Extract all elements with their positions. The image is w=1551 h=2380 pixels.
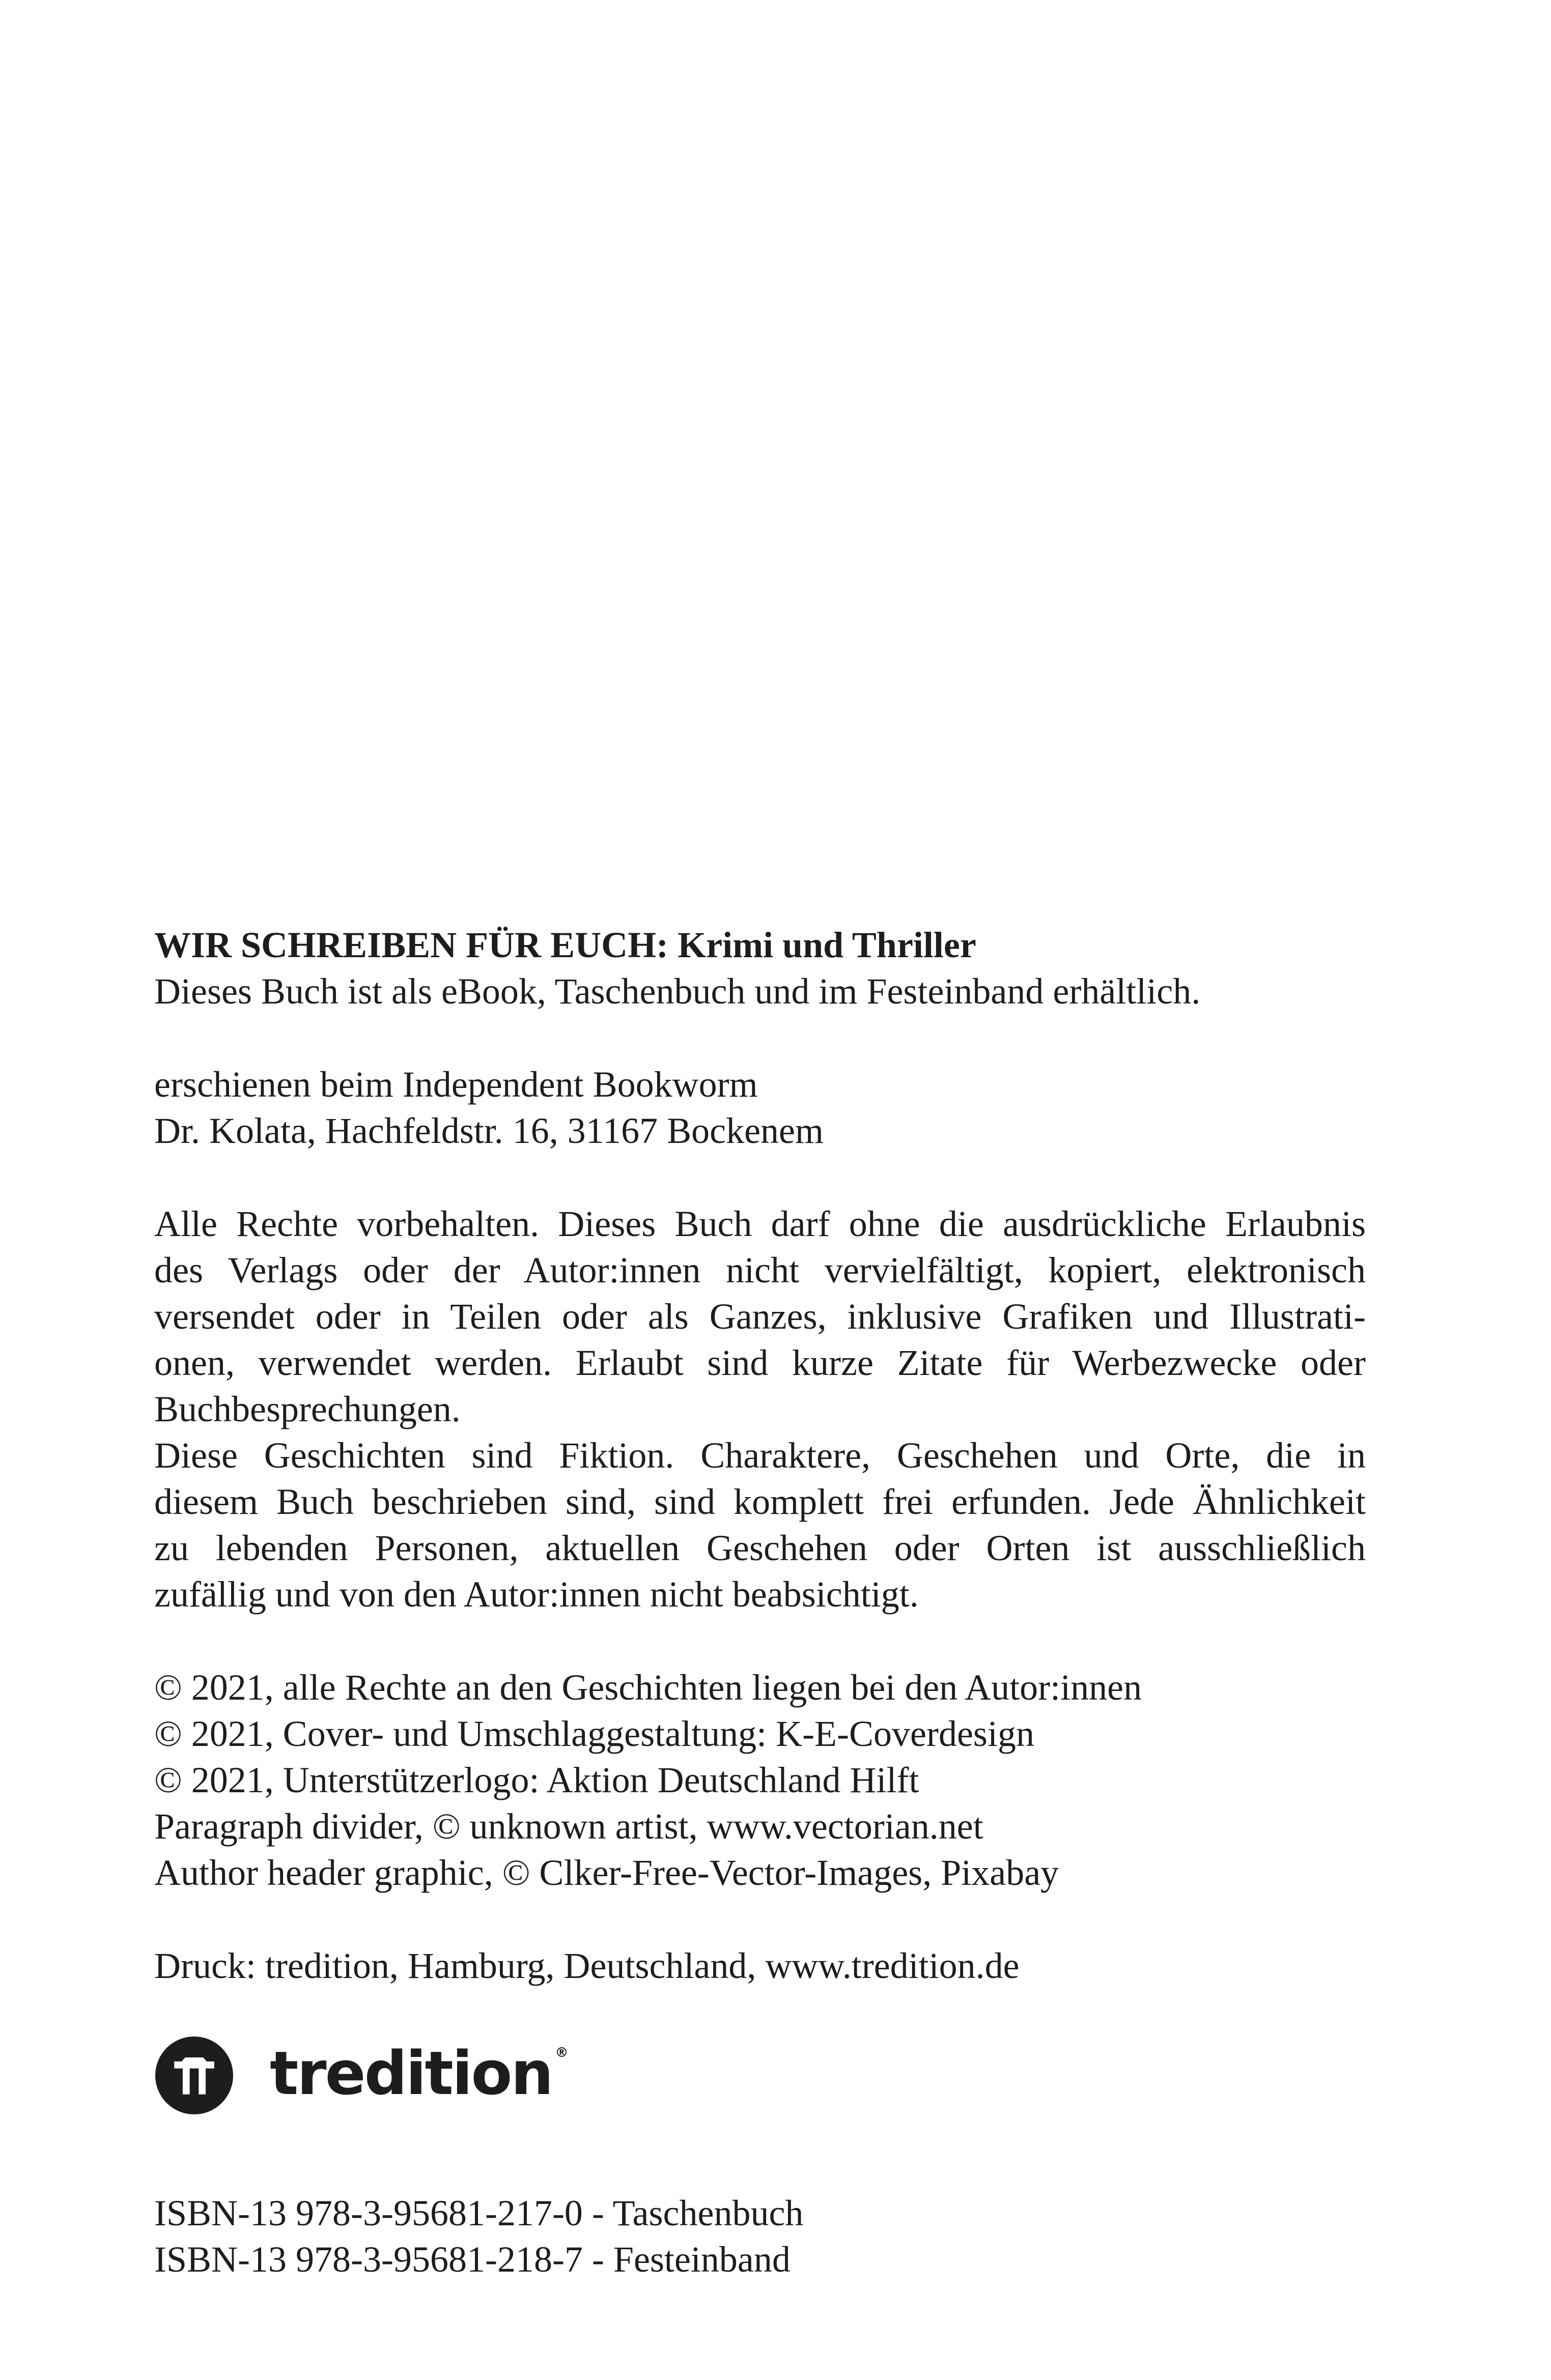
availability-note: Dieses Buch ist als eBook, Taschenbuch und im Festeinband erhältlich. (154, 971, 1201, 1012)
credit-line: © 2021, Cover- und Umschlaggestaltung: K-E-Coverdesign (154, 1713, 1034, 1754)
credit-line: Author header graphic, © Clker-Free-Vector-Images, Pixabay (154, 1852, 1059, 1893)
isbn-hardcover: ISBN-13 978-3-95681-218-7 - Festeinband (154, 2239, 791, 2280)
fiction-line: diesem Buch beschrieben sind, sind komplett frei erfunden. Jede Ähnlichkeit (154, 1481, 1366, 1522)
credit-line: © 2021, Unterstützerlogo: Aktion Deutschland Hilft (154, 1760, 919, 1800)
fiction-line: zufällig und von den Autor:innen nicht beabsichtigt. (154, 1574, 919, 1615)
spacer (154, 1896, 1366, 1943)
printer-line: Druck: tredition, Hamburg, Deutschland, www.tredition.de (154, 1945, 1020, 1986)
publisher-address: Dr. Kolata, Hachfeldstr. 16, 31167 Bockenem (154, 1110, 824, 1151)
rights-line: Alle Rechte vorbehalten. Dieses Buch darf ohne die ausdrückliche Erlaubnis (154, 1203, 1366, 1244)
credit-line: © 2021, alle Rechte an den Geschichten liegen bei den Autor:innen (154, 1667, 1142, 1708)
rights-line: des Verlags oder der Autor:innen nicht vervielfältigt, kopiert, elektronisch (154, 1250, 1366, 1291)
tredition-logo (154, 2034, 568, 2116)
publisher-line: erschienen beim Independent Bookworm (154, 1064, 758, 1105)
registered-mark: ® (555, 2045, 569, 2060)
tredition-logo-icon (154, 2035, 234, 2115)
imprint-block (154, 922, 1366, 1989)
book-title-genre: Krimi und Thriller (678, 925, 976, 965)
spacer (154, 1015, 1366, 1062)
fiction-line: zu lebenden Personen, aktuellen Geschehen oder Orten ist ausschließlich (154, 1528, 1366, 1568)
book-title (154, 922, 1366, 968)
isbn-block (154, 2190, 803, 2283)
credit-line: Paragraph divider, © unknown artist, www.vectorian.net (154, 1806, 983, 1847)
rights-line: Buchbesprechungen. (154, 1389, 461, 1429)
fiction-line: Diese Geschichten sind Fiktion. Charaktere, Geschehen und Orte, die in (154, 1435, 1366, 1476)
spacer (154, 1618, 1366, 1665)
spacer (154, 1154, 1366, 1201)
rights-line: onen, verwendet werden. Erlaubt sind kurze Zitate für Werbezwecke oder (154, 1342, 1366, 1383)
isbn-paperback: ISBN-13 978-3-95681-217-0 - Taschenbuch (154, 2193, 804, 2233)
tredition-wordmark: tredition (270, 2038, 552, 2108)
rights-line: versendet oder in Teilen oder als Ganzes, inklusive Grafiken und Illustrati- (154, 1296, 1366, 1337)
book-title-series: WIR SCHREIBEN FÜR EUCH: (154, 925, 669, 965)
